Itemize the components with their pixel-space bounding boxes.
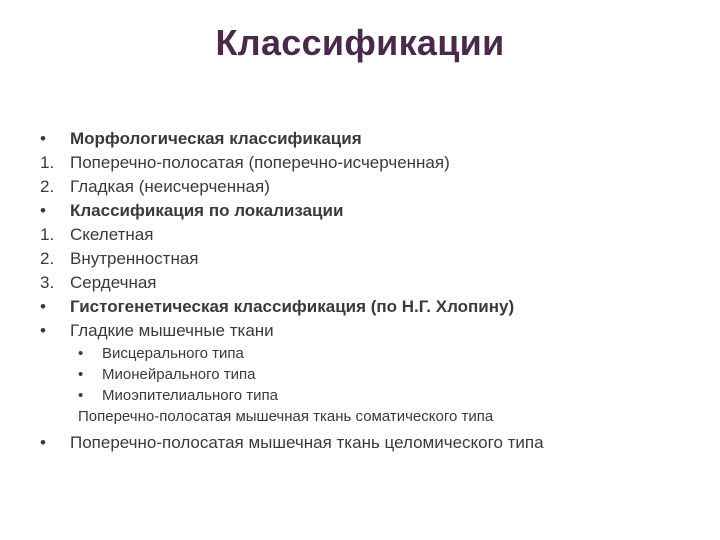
list-item-text: Морфологическая классификация <box>70 129 362 148</box>
list-item-text: Гладкие мышечные ткани <box>70 321 274 340</box>
list-item-text: Сердечная <box>70 273 157 292</box>
list-item <box>40 175 700 199</box>
list-item-heading <box>40 199 700 223</box>
list-item-text: Внутренностная <box>70 249 199 268</box>
list-item <box>40 151 700 175</box>
bullet-marker: • <box>40 129 46 148</box>
number-marker: 3. <box>40 273 55 292</box>
bullet-marker: • <box>78 366 84 383</box>
list-item-heading <box>40 127 700 151</box>
sub-list-item <box>40 364 700 385</box>
list-item <box>40 223 700 247</box>
sub-list-item <box>40 343 700 364</box>
list-item-text: Висцерального типа <box>102 345 244 362</box>
number-marker: 1. <box>40 153 55 172</box>
list-item-text: Мионейрального типа <box>102 366 256 383</box>
slide-title: Классификации <box>215 22 505 63</box>
list-item-text: Поперечно-полосатая мышечная ткань соматического типа <box>78 408 494 425</box>
list-item <box>40 271 700 295</box>
list-item-plain <box>40 406 700 428</box>
bullet-marker: • <box>40 433 46 452</box>
bullet-marker: • <box>78 387 84 404</box>
list-item-heading <box>40 295 700 319</box>
list-item-text: Поперечно-полосатая мышечная ткань целомического типа <box>70 433 544 452</box>
list-item-text: Классификация по локализации <box>70 201 344 220</box>
list-item-text: Поперечно-полосатая (поперечно-исчерченная) <box>70 153 450 172</box>
list-item <box>40 431 700 455</box>
list-item <box>40 319 700 343</box>
bullet-marker: • <box>40 321 46 340</box>
list-item-text: Миоэпителиального типа <box>102 387 278 404</box>
classification-list <box>40 127 700 455</box>
number-marker: 2. <box>40 249 55 268</box>
bullet-marker: • <box>78 345 84 362</box>
bullet-marker: • <box>40 297 46 316</box>
number-marker: 1. <box>40 225 55 244</box>
list-item <box>40 247 700 271</box>
number-marker: 2. <box>40 177 55 196</box>
sub-list-item <box>40 385 700 406</box>
list-item-text: Гладкая (неисчерченная) <box>70 177 270 196</box>
list-item-text: Скелетная <box>70 225 154 244</box>
bullet-marker: • <box>40 201 46 220</box>
list-item-text: Гистогенетическая классификация (по Н.Г. Хлопину) <box>70 297 515 316</box>
